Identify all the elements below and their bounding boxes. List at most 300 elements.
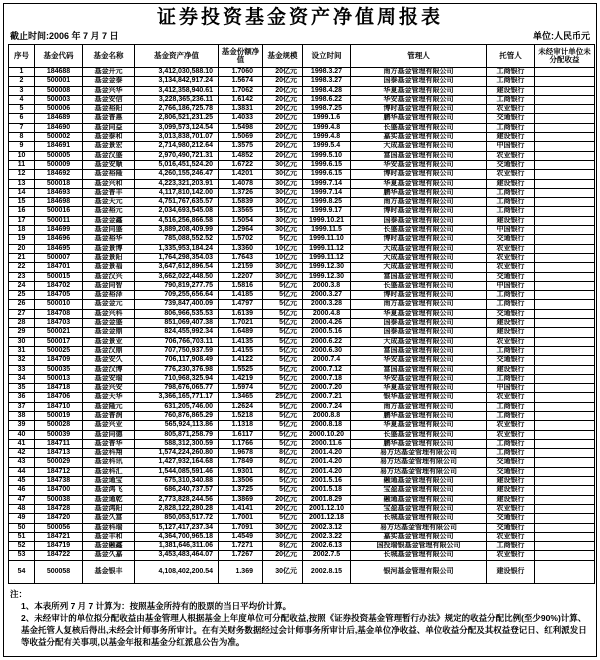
- cell-fund-name: 基金裕泽: [83, 291, 135, 300]
- table-row: [9, 207, 595, 216]
- cell-index: 51: [9, 532, 35, 541]
- column-header-unit-nav: 基金份额净值: [219, 45, 263, 68]
- cell-unit-nav: 1.6117: [219, 430, 263, 439]
- cell-inception-date: 1999.11.10: [303, 235, 351, 244]
- cell-inception-date: 1998.3.27: [303, 77, 351, 86]
- cell-undistributed-income: [535, 439, 595, 448]
- table-row: [9, 114, 595, 123]
- cell-fund-scale: 8亿元: [263, 458, 303, 467]
- cell-undistributed-income: [535, 523, 595, 532]
- cell-fund-scale: 15亿元: [263, 207, 303, 216]
- cell-inception-date: 1999.11.5: [303, 226, 351, 235]
- cell-fund-scale: 5亿元: [263, 411, 303, 420]
- cell-fund-code: 184699: [35, 226, 83, 235]
- cell-fund-scale: 5亿元: [263, 356, 303, 365]
- cell-unit-nav: 1.4033: [219, 114, 263, 123]
- cell-undistributed-income: [535, 421, 595, 430]
- cell-manager: 南方基金管理有限公司: [351, 68, 487, 77]
- cell-unit-nav: 1.2624: [219, 402, 263, 411]
- cell-custodian: 农业银行: [487, 170, 535, 179]
- cell-manager: 易方达基金管理有限公司: [351, 449, 487, 458]
- cell-undistributed-income: [535, 486, 595, 495]
- cell-custodian: 农业银行: [487, 105, 535, 114]
- cell-index: 23: [9, 272, 35, 281]
- cell-manager: 南方基金管理有限公司: [351, 402, 487, 411]
- cell-manager: 银华基金管理有限公司: [351, 393, 487, 402]
- cell-manager: 宝盈基金管理有限公司: [351, 504, 487, 513]
- cell-unit-nav: 1.4549: [219, 532, 263, 541]
- cell-unit-nav: 1.5218: [219, 411, 263, 420]
- cell-manager: 宝盈基金管理有限公司: [351, 486, 487, 495]
- table-row: [9, 551, 595, 560]
- cell-unit-nav: 1.3869: [219, 495, 263, 504]
- cell-index: 54: [9, 560, 35, 583]
- cell-custodian: 交通银行: [487, 272, 535, 281]
- cell-custodian: 工商银行: [487, 300, 535, 309]
- cell-fund-scale: 30亿元: [263, 560, 303, 583]
- cell-index: 52: [9, 542, 35, 551]
- cell-index: 50: [9, 523, 35, 532]
- cell-fund-scale: 20亿元: [263, 142, 303, 151]
- table-row: [9, 95, 595, 104]
- table-row: [9, 486, 595, 495]
- cell-undistributed-income: [535, 532, 595, 541]
- cell-unit-nav: 1.7267: [219, 551, 263, 560]
- cell-net-asset-value: 3,662,022,448.50: [135, 272, 219, 281]
- cell-fund-code: 184720: [35, 514, 83, 523]
- cell-net-asset-value: 2,034,693,545.08: [135, 207, 219, 216]
- cell-undistributed-income: [535, 346, 595, 355]
- cell-manager: 融通基金管理有限公司: [351, 495, 487, 504]
- cell-inception-date: 2000.7.4: [303, 356, 351, 365]
- table-row: [9, 560, 595, 583]
- cell-manager: 易方达基金管理有限公司: [351, 467, 487, 476]
- cell-fund-scale: 20亿元: [263, 68, 303, 77]
- cell-net-asset-value: 760,876,865.29: [135, 411, 219, 420]
- cell-custodian: 农业银行: [487, 504, 535, 513]
- cell-unit-nav: 1.4185: [219, 291, 263, 300]
- cell-net-asset-value: 1,764,298,354.03: [135, 253, 219, 262]
- cell-index: 30: [9, 337, 35, 346]
- cell-inception-date: 2001.4.20: [303, 458, 351, 467]
- cell-fund-scale: 5亿元: [263, 365, 303, 374]
- cell-fund-code: 184728: [35, 504, 83, 513]
- cell-fund-name: 基金景博: [83, 244, 135, 253]
- page-title: 证券投资基金资产净值周报表: [156, 7, 443, 28]
- cell-net-asset-value: 1,381,646,311.06: [135, 542, 219, 551]
- cell-index: 27: [9, 309, 35, 318]
- cell-net-asset-value: 1,335,953,184.24: [135, 244, 219, 253]
- cell-inception-date: 1999.9.17: [303, 207, 351, 216]
- cell-manager: 华夏基金管理有限公司: [351, 179, 487, 188]
- cell-fund-name: 基金景阳: [83, 253, 135, 262]
- cell-inception-date: 2002.3.22: [303, 532, 351, 541]
- cell-undistributed-income: [535, 151, 595, 160]
- cell-unit-nav: 1.3565: [219, 207, 263, 216]
- cell-index: 48: [9, 504, 35, 513]
- table-row: [9, 421, 595, 430]
- cell-index: 12: [9, 170, 35, 179]
- cell-manager: 长盛基金管理有限公司: [351, 226, 487, 235]
- cell-custodian: 农业银行: [487, 151, 535, 160]
- cell-undistributed-income: [535, 95, 595, 104]
- cell-inception-date: 1999.11.12: [303, 253, 351, 262]
- cell-custodian: 工商银行: [487, 411, 535, 420]
- cell-inception-date: 1998.4.28: [303, 86, 351, 95]
- cell-fund-name: 基金普丰: [83, 188, 135, 197]
- cell-manager: 长城基金管理有限公司: [351, 551, 487, 560]
- as-of-date-label: 截止时间:2006 年 7 月 7 日: [10, 31, 119, 41]
- table-row: [9, 532, 595, 541]
- cell-manager: 鹏华基金管理有限公司: [351, 114, 487, 123]
- cell-manager: 嘉实基金管理有限公司: [351, 133, 487, 142]
- cell-index: 45: [9, 477, 35, 486]
- cell-undistributed-income: [535, 337, 595, 346]
- cell-fund-code: 500058: [35, 560, 83, 583]
- cell-custodian: 工商银行: [487, 449, 535, 458]
- cell-custodian: 农业银行: [487, 532, 535, 541]
- cell-fund-code: 184688: [35, 68, 83, 77]
- cell-unit-nav: 1.369: [219, 560, 263, 583]
- cell-custodian: 工商银行: [487, 68, 535, 77]
- cell-undistributed-income: [535, 123, 595, 132]
- cell-index: 1: [9, 68, 35, 77]
- cell-fund-scale: 5亿元: [263, 477, 303, 486]
- fund-table-body: [9, 68, 595, 584]
- cell-unit-nav: 1.3360: [219, 244, 263, 253]
- cell-net-asset-value: 3,453,483,464.07: [135, 551, 219, 560]
- cell-fund-name: 基金兴华: [83, 86, 135, 95]
- cell-fund-name: 基金汉盛: [83, 151, 135, 160]
- column-header-net-asset-value: 基金资产净值: [135, 45, 219, 68]
- cell-fund-scale: 5亿元: [263, 319, 303, 328]
- cell-undistributed-income: [535, 504, 595, 513]
- cell-fund-scale: 5亿元: [263, 430, 303, 439]
- cell-fund-name: 基金通宝: [83, 477, 135, 486]
- cell-fund-name: 基金汉博: [83, 365, 135, 374]
- table-row: [9, 170, 595, 179]
- cell-net-asset-value: 3,099,573,124.54: [135, 123, 219, 132]
- cell-custodian: 农业银行: [487, 430, 535, 439]
- cell-manager: 银河基金管理有限公司: [351, 560, 487, 583]
- cell-undistributed-income: [535, 142, 595, 151]
- table-row: [9, 263, 595, 272]
- report-page: [3, 3, 597, 657]
- cell-undistributed-income: [535, 207, 595, 216]
- cell-index: 16: [9, 207, 35, 216]
- cell-inception-date: 1999.7.14: [303, 179, 351, 188]
- cell-manager: 鹏华基金管理有限公司: [351, 439, 487, 448]
- cell-net-asset-value: 565,924,113.86: [135, 421, 219, 430]
- cell-net-asset-value: 2,773,828,244.56: [135, 495, 219, 504]
- cell-fund-code: 500007: [35, 253, 83, 262]
- table-row: [9, 188, 595, 197]
- cell-unit-nav: 1.5839: [219, 198, 263, 207]
- cell-inception-date: 1999.7.14: [303, 188, 351, 197]
- cell-custodian: 交通银行: [487, 160, 535, 169]
- table-row: [9, 68, 595, 77]
- cell-inception-date: 1999.10.21: [303, 216, 351, 225]
- cell-undistributed-income: [535, 374, 595, 383]
- cell-unit-nav: 1.7091: [219, 523, 263, 532]
- cell-undistributed-income: [535, 393, 595, 402]
- cell-custodian: 中国银行: [487, 384, 535, 393]
- cell-fund-scale: 20亿元: [263, 551, 303, 560]
- cell-undistributed-income: [535, 430, 595, 439]
- cell-net-asset-value: 850,053,517.72: [135, 514, 219, 523]
- cell-inception-date: 1998.3.27: [303, 68, 351, 77]
- table-row: [9, 328, 595, 337]
- cell-undistributed-income: [535, 105, 595, 114]
- cell-inception-date: 2002.6.13: [303, 542, 351, 551]
- cell-custodian: 交通银行: [487, 523, 535, 532]
- cell-undistributed-income: [535, 235, 595, 244]
- table-row: [9, 514, 595, 523]
- cell-unit-nav: 1.4122: [219, 356, 263, 365]
- table-row: [9, 411, 595, 420]
- table-row: [9, 523, 595, 532]
- cell-manager: 博时基金管理有限公司: [351, 235, 487, 244]
- cell-fund-scale: 5亿元: [263, 346, 303, 355]
- cell-fund-scale: 30亿元: [263, 226, 303, 235]
- cell-manager: 长盛基金管理有限公司: [351, 281, 487, 290]
- cell-unit-nav: 1.1318: [219, 421, 263, 430]
- cell-fund-scale: 8亿元: [263, 467, 303, 476]
- cell-undistributed-income: [535, 458, 595, 467]
- cell-fund-code: 184698: [35, 198, 83, 207]
- cell-unit-nav: 1.2207: [219, 272, 263, 281]
- cell-fund-name: 基金金元: [83, 300, 135, 309]
- cell-undistributed-income: [535, 86, 595, 95]
- cell-unit-nav: 1.7271: [219, 542, 263, 551]
- cell-fund-name: 基金鸿飞: [83, 486, 135, 495]
- cell-net-asset-value: 3,889,208,409.99: [135, 226, 219, 235]
- cell-inception-date: 2002.3.12: [303, 523, 351, 532]
- cell-fund-scale: 5亿元: [263, 291, 303, 300]
- cell-fund-code: 500056: [35, 523, 83, 532]
- cell-undistributed-income: [535, 68, 595, 77]
- cell-custodian: 建设银行: [487, 365, 535, 374]
- cell-fund-name: 基金裕元: [83, 207, 135, 216]
- cell-net-asset-value: 1,544,085,591.46: [135, 467, 219, 476]
- cell-fund-scale: 20亿元: [263, 95, 303, 104]
- cell-manager: 国泰基金管理有限公司: [351, 328, 487, 337]
- cell-net-asset-value: 707,750,937.59: [135, 346, 219, 355]
- cell-manager: 富国基金管理有限公司: [351, 272, 487, 281]
- cell-index: 37: [9, 402, 35, 411]
- cell-custodian: 工商银行: [487, 77, 535, 86]
- table-row: [9, 77, 595, 86]
- cell-net-asset-value: 2,766,186,725.78: [135, 105, 219, 114]
- cell-unit-nav: 1.5498: [219, 123, 263, 132]
- cell-fund-scale: 20亿元: [263, 123, 303, 132]
- cell-fund-name: 基金景福: [83, 263, 135, 272]
- cell-fund-code: 500016: [35, 207, 83, 216]
- cell-fund-code: 500009: [35, 160, 83, 169]
- cell-custodian: 工商银行: [487, 374, 535, 383]
- cell-net-asset-value: 4,751,767,635.57: [135, 198, 219, 207]
- footnotes: [8, 588, 592, 648]
- cell-fund-code: 184695: [35, 244, 83, 253]
- cell-custodian: 工商银行: [487, 346, 535, 355]
- cell-manager: 南方基金管理有限公司: [351, 300, 487, 309]
- cell-unit-nav: 1.3506: [219, 477, 263, 486]
- table-row: [9, 449, 595, 458]
- cell-unit-nav: 1.5816: [219, 281, 263, 290]
- cell-manager: 博时基金管理有限公司: [351, 105, 487, 114]
- cell-manager: 大成基金管理有限公司: [351, 142, 487, 151]
- cell-unit-nav: 1.4852: [219, 151, 263, 160]
- cell-fund-name: 基金科瑞: [83, 523, 135, 532]
- table-row: [9, 393, 595, 402]
- cell-index: 25: [9, 291, 35, 300]
- cell-index: 28: [9, 319, 35, 328]
- cell-fund-code: 184722: [35, 551, 83, 560]
- cell-fund-code: 500019: [35, 411, 83, 420]
- cell-manager: 富国基金管理有限公司: [351, 365, 487, 374]
- cell-fund-code: 500003: [35, 95, 83, 104]
- cell-index: 33: [9, 365, 35, 374]
- cell-undistributed-income: [535, 253, 595, 262]
- cell-net-asset-value: 3,647,612,896.54: [135, 263, 219, 272]
- cell-fund-code: 184689: [35, 114, 83, 123]
- cell-index: 17: [9, 216, 35, 225]
- table-row: [9, 226, 595, 235]
- table-row: [9, 504, 595, 513]
- cell-undistributed-income: [535, 160, 595, 169]
- cell-fund-scale: 10亿元: [263, 244, 303, 253]
- cell-manager: 易方达基金管理有限公司: [351, 523, 487, 532]
- cell-unit-nav: 1.4201: [219, 170, 263, 179]
- cell-index: 32: [9, 356, 35, 365]
- cell-index: 42: [9, 449, 35, 458]
- cell-fund-name: 基金兴业: [83, 421, 135, 430]
- cell-fund-scale: 5亿元: [263, 281, 303, 290]
- table-row: [9, 542, 595, 551]
- cell-index: 47: [9, 495, 35, 504]
- cell-fund-scale: 5亿元: [263, 300, 303, 309]
- cell-net-asset-value: 4,516,256,866.58: [135, 216, 219, 225]
- cell-manager: 融通基金管理有限公司: [351, 477, 487, 486]
- cell-fund-name: 基金安顺: [83, 160, 135, 169]
- cell-index: 11: [9, 160, 35, 169]
- cell-manager: 国泰基金管理有限公司: [351, 77, 487, 86]
- cell-manager: 博时基金管理有限公司: [351, 170, 487, 179]
- cell-net-asset-value: 2,714,980,212.64: [135, 142, 219, 151]
- cell-index: 7: [9, 123, 35, 132]
- cell-undistributed-income: [535, 560, 595, 583]
- cell-fund-name: 基金普惠: [83, 114, 135, 123]
- cell-fund-name: 基金久嘉: [83, 551, 135, 560]
- cell-net-asset-value: 790,819,277.75: [135, 281, 219, 290]
- cell-unit-nav: 1.4135: [219, 337, 263, 346]
- cell-manager: 长城基金管理有限公司: [351, 514, 487, 523]
- cell-custodian: 建设银行: [487, 477, 535, 486]
- cell-fund-scale: 30亿元: [263, 532, 303, 541]
- cell-unit-nav: 1.9301: [219, 467, 263, 476]
- cell-net-asset-value: 3,366,165,771.17: [135, 393, 219, 402]
- cell-undistributed-income: [535, 384, 595, 393]
- cell-fund-code: 500013: [35, 374, 83, 383]
- cell-custodian: 中国银行: [487, 142, 535, 151]
- cell-fund-scale: 20亿元: [263, 504, 303, 513]
- cell-unit-nav: 1.4797: [219, 300, 263, 309]
- cell-undistributed-income: [535, 281, 595, 290]
- cell-undistributed-income: [535, 495, 595, 504]
- cell-fund-scale: 8亿元: [263, 449, 303, 458]
- table-row: [9, 365, 595, 374]
- cell-inception-date: 2000.7.18: [303, 374, 351, 383]
- cell-undistributed-income: [535, 411, 595, 420]
- cell-fund-name: 基金安久: [83, 356, 135, 365]
- cell-inception-date: 1999.6.15: [303, 170, 351, 179]
- cell-custodian: 交通银行: [487, 309, 535, 318]
- cell-custodian: 农业银行: [487, 421, 535, 430]
- cell-fund-name: 基金金盛: [83, 319, 135, 328]
- cell-custodian: 中国银行: [487, 226, 535, 235]
- cell-net-asset-value: 710,968,325.94: [135, 374, 219, 383]
- cell-index: 31: [9, 346, 35, 355]
- cell-fund-code: 500039: [35, 430, 83, 439]
- cell-undistributed-income: [535, 179, 595, 188]
- table-row: [9, 198, 595, 207]
- cell-fund-scale: 20亿元: [263, 77, 303, 86]
- cell-net-asset-value: 851,069,407.38: [135, 319, 219, 328]
- cell-fund-name: 基金久富: [83, 514, 135, 523]
- cell-custodian: 农业银行: [487, 393, 535, 402]
- cell-unit-nav: 1.4078: [219, 179, 263, 188]
- cell-fund-code: 184706: [35, 393, 83, 402]
- cell-fund-name: 基金金鼎: [83, 328, 135, 337]
- cell-index: 5: [9, 105, 35, 114]
- cell-undistributed-income: [535, 300, 595, 309]
- cell-fund-scale: 10亿元: [263, 253, 303, 262]
- cell-index: 26: [9, 300, 35, 309]
- cell-custodian: 建设银行: [487, 328, 535, 337]
- cell-undistributed-income: [535, 272, 595, 281]
- cell-index: 36: [9, 393, 35, 402]
- cell-fund-code: 500008: [35, 86, 83, 95]
- cell-inception-date: 2000.7.24: [303, 402, 351, 411]
- cell-fund-code: 500002: [35, 133, 83, 142]
- cell-fund-scale: 5亿元: [263, 374, 303, 383]
- cell-custodian: 工商银行: [487, 291, 535, 300]
- cell-fund-scale: 30亿元: [263, 272, 303, 281]
- header-row: [9, 45, 595, 68]
- table-row: [9, 346, 595, 355]
- cell-net-asset-value: 785,088,552.52: [135, 235, 219, 244]
- cell-index: 10: [9, 151, 35, 160]
- cell-net-asset-value: 3,013,838,701.07: [135, 133, 219, 142]
- cell-inception-date: 1999.4.8: [303, 133, 351, 142]
- cell-net-asset-value: 1,574,224,260.80: [135, 449, 219, 458]
- cell-fund-code: 184712: [35, 467, 83, 476]
- cell-index: 46: [9, 486, 35, 495]
- cell-inception-date: 2000.7.21: [303, 393, 351, 402]
- cell-inception-date: 2000.7.12: [303, 365, 351, 374]
- cell-net-asset-value: 2,970,490,721.31: [135, 151, 219, 160]
- cell-undistributed-income: [535, 514, 595, 523]
- cell-net-asset-value: 798,676,065.77: [135, 384, 219, 393]
- cell-fund-name: 基金裕华: [83, 235, 135, 244]
- column-header-undistributed-income: 未经审计单位未分配收益: [535, 45, 595, 68]
- cell-fund-name: 基金同智: [83, 281, 135, 290]
- cell-unit-nav: 1.1766: [219, 439, 263, 448]
- cell-net-asset-value: 4,364,700,965.18: [135, 532, 219, 541]
- cell-custodian: 交通银行: [487, 114, 535, 123]
- cell-fund-code: 184721: [35, 532, 83, 541]
- cell-net-asset-value: 709,255,656.64: [135, 291, 219, 300]
